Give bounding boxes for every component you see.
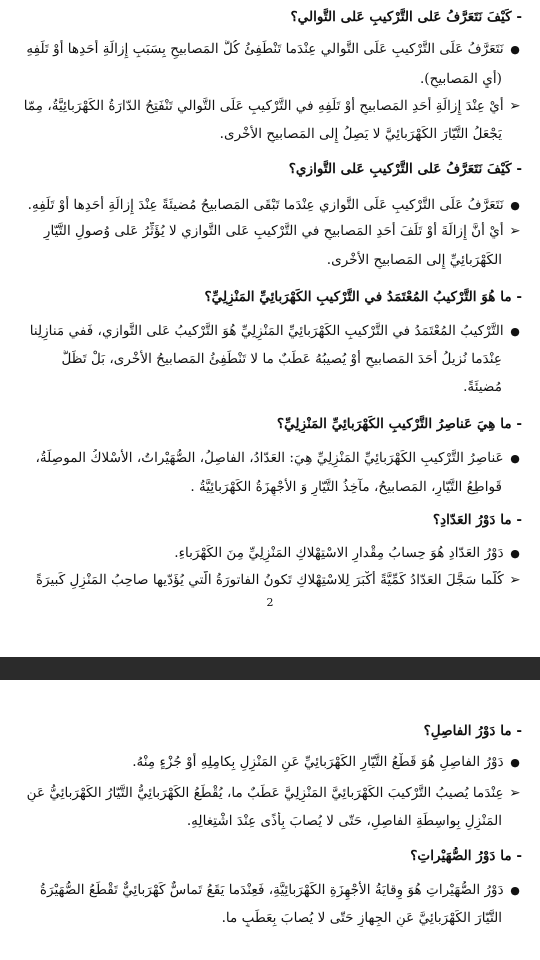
line-text: عِنْدَما نُزيلُ أَحَدَ المَصابيحِ أَوْ يُصيبُهُ عَطَبٌ ما لا تَنْطَفِئُ المَصابيحُ الأُخْرى، بَلْ تَظَلُّ <box>61 351 502 367</box>
list-item <box>16 97 522 115</box>
line-text: - ما دَوْرُ الصُّهَيْراتِ؟ <box>410 848 522 864</box>
list-item <box>16 322 522 341</box>
paragraph-continuation <box>16 478 502 496</box>
line-text: يَجْعَلُ التَّيّارَ الكَهْرَبائِيَّ لا يَصِلُ إِلى المَصابيحِ الأُخْرى. <box>219 126 502 142</box>
arrow-bullet-icon: ➢ <box>509 223 521 239</box>
line-text: عِنْدَما يُصيبُ التَّرْكيبَ الكَهْرَبائِيَّ المَنْزِلِيَّ عَطَبٌ ما، يُقْطَعُ الكَهْرَبائِيُّ التَّيّارُ الكَهْرَبائِيُّ عَنِ <box>26 785 504 801</box>
line-text: نَتَعَرَّفُ عَلَى التَّرْكيبِ عَلَى التَّوالي عِنْدَما تَنْطَفِئُ كُلُّ المَصابيحِ بِسَبَبِ إِزالَةِ أَحَدِها أَوْ تَلَفِهِ <box>26 41 504 57</box>
line-text: قَواطِعُ التَّيّارِ، المَصابيحُ، مآخِذُ التَّيّارِ وَ الأَجْهِزَةُ الكَهْرَبائِيَّةُ . <box>190 479 502 495</box>
question-heading <box>16 160 522 178</box>
line-text: دَوْرُ الفاصِلِ هُوَ قَطْعُ التَّيّارِ الكَهْرَبائِيِّ عَنِ المَنْزِلِ بِكامِلِهِ أَوْ جُزْءٍ مِنْهُ. <box>132 754 504 770</box>
line-text: الكَهْرَبائِيِّ إِلى المَصابيحِ الأُخْرى. <box>326 252 502 268</box>
line-text: - ما هِيَ عَناصِرُ التَّرْكيبِ الكَهْرَبائِيِّ المَنْزِلِيِّ؟ <box>276 416 522 432</box>
page-number: 2 <box>266 596 274 609</box>
list-item <box>16 449 522 468</box>
paragraph-continuation <box>16 70 502 88</box>
question-heading <box>16 288 522 306</box>
line-text: - كَيْفَ نَتَعَرَّفُ عَلى التَّرْكيبِ عَلى التَّوالي؟ <box>290 9 522 25</box>
line-text: دَوْرُ الصُّهَيْراتِ هُوَ وِقايَةُ الأَجْهِزَةِ الكَهْرَبائِيَّةِ، فَعِنْدَما يَقَعُ تَماسٌّ كَهْرَبائِيٌّ تَقْطَعُ الصُّهَيْرَةُ <box>39 882 504 898</box>
line-text: - ما هُوَ التَّرْكيبُ المُعْتَمَدُ في التَّرْكيبِ الكَهْرَبائِيِّ المَنْزِلِيِّ؟ <box>204 289 522 305</box>
line-text: أَيْ عِنْدَ إِزالَةِ أَحَدِ المَصابيحِ أَوْ تَلَفِهِ في التَّرْكيبِ عَلَى التَّوالي تَنْفَتِحُ الدّارَةُ الكَهْرَبائِيَّةُ، مِمّا <box>23 98 504 114</box>
line-text: مُضيئَةً. <box>463 379 502 395</box>
line-text: المَنْزِلِ بِواسِطَةِ الفاصِلِ، حَتّى لا يُصابَ بِأَذًى عِنْدَ اشْتِغالِهِ. <box>186 813 502 829</box>
bullet-icon: ● <box>510 756 520 769</box>
list-item <box>16 40 522 59</box>
bullet-icon: ● <box>510 199 520 212</box>
list-item <box>16 784 522 802</box>
list-item <box>16 222 522 240</box>
paragraph-continuation <box>16 378 502 396</box>
line-text: دَوْرُ العَدّادِ هُوَ حِسابُ مِقْدارِ الاسْتِهْلاكِ المَنْزِلِيِّ مِنَ الكَهْرَباءِ. <box>174 545 504 561</box>
line-text: التَّيّارَ الكَهْرَبائِيَّ عَنِ الجِهازِ حَتّى لا يُصابَ بِعَطَبٍ ما. <box>221 910 502 926</box>
question-heading <box>16 722 522 740</box>
document-page-2 <box>0 680 540 960</box>
list-item <box>16 881 522 900</box>
arrow-bullet-icon: ➢ <box>509 98 521 114</box>
list-item <box>16 753 522 772</box>
paragraph-continuation <box>16 125 502 143</box>
paragraph-continuation <box>16 350 502 368</box>
bullet-icon: ● <box>510 452 520 465</box>
bullet-icon: ● <box>510 547 520 560</box>
paragraph-continuation <box>16 812 502 830</box>
line-text: أَيْ أَنَّ إِزالَةَ أَوْ تَلَفَ أَحَدِ المَصابيحِ في التَّرْكيبِ عَلى التَّوازي لا يُؤَثِّرُ عَلى وُصولِ التَّيّارِ <box>43 223 504 239</box>
line-text: التَّرْكيبُ المُعْتَمَدُ في التَّرْكيبِ الكَهْرَبائِيِّ المَنْزِلِيِّ هُوَ التَّرْكيبُ عَلى التَّوازي، فَفي مَنازِلِنا <box>29 323 504 339</box>
arrow-bullet-icon: ➢ <box>509 572 521 588</box>
bullet-icon: ● <box>510 43 520 56</box>
list-item <box>16 544 522 563</box>
list-item <box>16 196 522 215</box>
question-heading <box>16 415 522 433</box>
paragraph-continuation <box>16 251 502 269</box>
question-heading <box>16 847 522 865</box>
arrow-bullet-icon: ➢ <box>509 785 521 801</box>
line-text: - ما دَوْرُ الفاصِلِ؟ <box>423 723 522 739</box>
paragraph-continuation <box>16 909 502 927</box>
list-item <box>16 571 522 589</box>
line-text: (أَيِ المَصابيحِ). <box>419 71 502 87</box>
line-text: نَتَعَرَّفُ عَلَى التَّرْكيبِ عَلَى التَّوازي عِنْدَما تَبْقَى المَصابيحُ مُضيئَةً عِنْدَ إِزالَةِ أَحَدِها أَوْ تَلَفِهِ. <box>27 197 504 213</box>
question-heading <box>16 511 522 529</box>
bullet-icon: ● <box>510 884 520 897</box>
line-text: - ما دَوْرُ العَدّادِ؟ <box>432 512 522 528</box>
line-text: - كَيْفَ نَتَعَرَّفُ عَلى التَّرْكيبِ عَلى التَّوازي؟ <box>288 161 522 177</box>
bullet-icon: ● <box>510 325 520 338</box>
line-text: عَناصِرُ التَّرْكيبِ الكَهْرَبائِيِّ المَنْزِلِيِّ هِيَ: العَدّادُ، الفاصِلُ، الصُّهَيْراتُ، الأَسْلاكُ الموصِلَةُ، <box>35 450 504 466</box>
question-heading <box>16 8 522 26</box>
line-text: كُلَّما سَجَّلَ العَدّادُ كَمِّيَّةً أَكْبَرَ لِلاسْتِهْلاكِ تَكونُ الفاتورَةُ الَّتي يُؤَدّيها صاحِبُ المَنْزِلِ كَبيرَةً <box>35 572 504 588</box>
